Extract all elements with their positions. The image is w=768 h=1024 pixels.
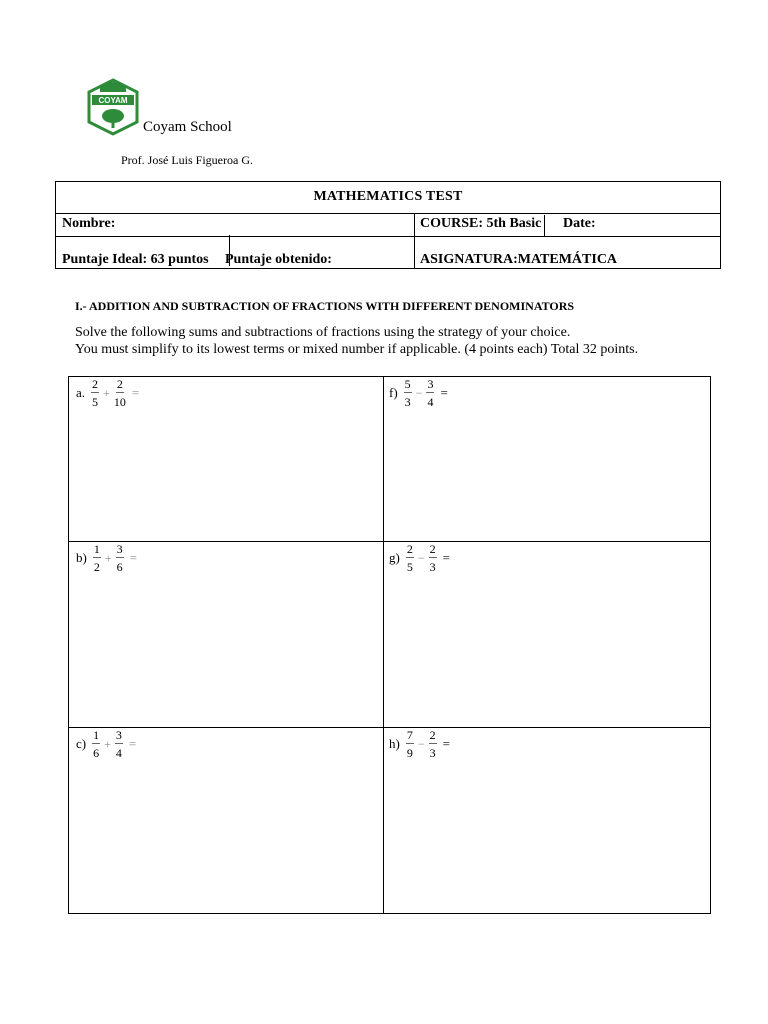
problem-h	[389, 729, 450, 759]
operator: −	[417, 550, 425, 565]
operator: +	[104, 550, 112, 565]
test-header-table	[55, 181, 721, 269]
problem-label: a.	[76, 385, 86, 400]
numerator: 5	[404, 377, 411, 391]
column-divider	[544, 215, 545, 236]
equals-sign: =	[131, 385, 140, 400]
problem-label: h)	[389, 736, 400, 751]
denominator: 5	[406, 560, 413, 574]
grid-horizontal-divider	[69, 541, 710, 542]
problems-grid	[68, 376, 711, 914]
numerator: 2	[116, 377, 123, 391]
equals-sign: =	[442, 736, 450, 751]
course-label: COURSE: 5th Basic	[420, 216, 542, 231]
school-logo	[86, 78, 140, 136]
problem-label: g)	[389, 550, 400, 565]
numerator: 1	[93, 542, 100, 556]
problem-b	[76, 543, 137, 573]
name-row	[56, 213, 720, 237]
fraction	[406, 543, 414, 573]
denominator: 3	[404, 395, 411, 409]
operator: +	[103, 385, 110, 400]
denominator: 6	[93, 746, 100, 760]
fraction	[406, 729, 414, 759]
title-row	[56, 182, 720, 214]
problem-label: f)	[389, 385, 398, 400]
fraction	[404, 378, 412, 408]
puntaje-obtenido: Puntaje obtenido:	[225, 252, 332, 267]
denominator: 2	[93, 560, 100, 574]
operator: −	[415, 385, 423, 400]
column-divider	[414, 236, 415, 268]
operator: −	[417, 736, 425, 751]
nombre-label: Nombre:	[62, 216, 116, 231]
numerator: 3	[116, 542, 123, 556]
fraction	[114, 378, 126, 408]
problem-label: c)	[76, 736, 87, 751]
fraction	[92, 729, 100, 759]
svg-text:COYAM: COYAM	[98, 96, 128, 105]
numerator: 3	[115, 728, 122, 742]
equals-sign: =	[442, 550, 450, 565]
puntaje-ideal: Puntaje Ideal: 63 puntos	[62, 252, 209, 267]
grid-horizontal-divider	[69, 727, 710, 728]
equals-sign: =	[440, 385, 448, 400]
fraction	[116, 543, 124, 573]
numerator: 2	[429, 728, 436, 742]
numerator: 2	[429, 542, 436, 556]
instruction-line-1: Solve the following sums and subtractions of fractions using the strategy of your choice.	[75, 325, 571, 340]
problem-g	[389, 543, 450, 573]
numerator: 2	[92, 377, 99, 391]
fraction	[426, 378, 434, 408]
equals-sign: =	[128, 736, 137, 751]
fraction	[91, 378, 99, 408]
school-name: Coyam School	[143, 119, 232, 135]
denominator: 6	[116, 560, 123, 574]
teacher-name: Prof. José Luis Figueroa G.	[121, 153, 253, 167]
denominator: 3	[429, 746, 436, 760]
problem-label: b)	[76, 550, 87, 565]
numerator: 7	[406, 728, 413, 742]
fraction	[115, 729, 123, 759]
denominator: 4	[427, 395, 434, 409]
numerator: 1	[93, 728, 100, 742]
fraction	[429, 729, 437, 759]
score-row	[56, 236, 720, 268]
denominator: 4	[115, 746, 122, 760]
instruction-line-2: You must simplify to its lowest terms or mixed number if applicable. (4 points each) Total 32 points.	[75, 342, 639, 357]
section-title: I.- ADDITION AND SUBTRACTION OF FRACTIONS WITH DIFFERENT DENOMINATORS	[75, 299, 575, 313]
asignatura: ASIGNATURA:MATEMÁTICA	[420, 252, 618, 267]
test-title: MATHEMATICS TEST	[313, 189, 463, 204]
column-divider	[414, 213, 415, 236]
grid-vertical-divider	[383, 377, 384, 913]
equals-sign: =	[129, 550, 137, 565]
operator: +	[104, 736, 111, 751]
fraction	[93, 543, 101, 573]
numerator: 2	[406, 542, 413, 556]
fraction	[429, 543, 437, 573]
denominator: 9	[406, 746, 413, 760]
denominator: 10	[113, 395, 126, 409]
problem-a	[76, 378, 139, 408]
denominator: 3	[429, 560, 436, 574]
problem-c	[76, 729, 136, 759]
denominator: 5	[92, 395, 99, 409]
numerator: 3	[427, 377, 434, 391]
problem-f	[389, 378, 448, 408]
date-label: Date:	[563, 216, 596, 231]
